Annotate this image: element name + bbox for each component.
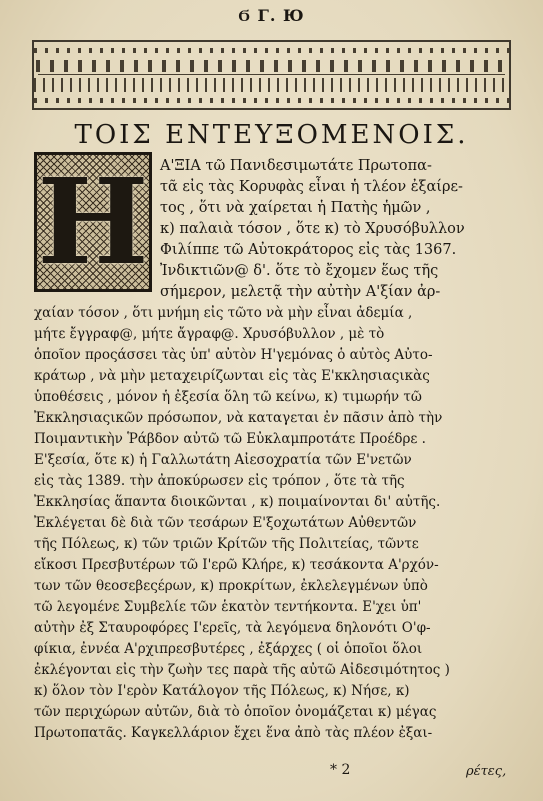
text-line: Ἰνδικτιῶν@ δ'. ὅτε τὸ ἔχομεν ἕως τῆς: [160, 263, 439, 279]
text-line: κράτωρ , νὰ μὴν μεταχειρίζωνται εἰς τὰς Ε'κκλησιαςικὰς: [34, 368, 430, 384]
decorated-initial-icon: [34, 152, 152, 292]
text-line: Ε'ξεσία, ὅτε κ) ἡ Γαλλωτάτη Αἰεσοχρατία τῶν Ε'νετῶν: [34, 452, 412, 468]
text-line: εἴκοσι Πρεσβυτέρων τῶ Ι'ερῶ Κλήρε, κ) τεσάκοντα Α'ρχόν-: [34, 557, 439, 573]
text-line: Ἐκκλησίας ἅπαντα διοικῶνται , κ) ποιμαίνονται δι' αὐτῆς.: [34, 494, 441, 510]
page-header: Ϭ Γ. Ю: [238, 6, 305, 25]
text-line: ὑποθέσεις , μόνον ἡ ἐξεσία ὅλη τῶ κείνω, κ) τιμωρήν τῶ: [34, 389, 422, 405]
text-line: χαίαν τόσον , ὅτι μνήμη εἰς τῶτο νὰ μὴν εἶναι ἀδεμία ,: [34, 305, 413, 321]
text-line: τᾶ εἰς τὰς Κορυφὰς εἶναι ἡ τλέον ἐξαίρε-: [160, 179, 463, 195]
text-line: μήτε ἔγγραφ@, μήτε ἄγραφ@. Χρυσόβυλλον , μὲ τὸ: [34, 326, 385, 342]
page-title: ΤΟΙΣ ΕΝΤΕΥΞΟΜΕΝΟΙΣ.: [74, 120, 469, 150]
text-line: Φιλίππε τῶ Αὐτοκράτορος εἰς τὰς 1367.: [160, 242, 457, 258]
text-line: Πρωτοπατᾶς. Καγκελλάριον ἔχει ἕνα ἀπὸ τὰς πλέον ἐξαι-: [34, 725, 433, 741]
catchword: ρέτες,: [466, 764, 507, 779]
text-line: Ἐκκλησιαςικῶν πρόσωπον, νὰ καταγεται ἐν πᾶσιν ἀπὸ τὴν: [34, 410, 443, 426]
drop-cap-letter: Η: [37, 152, 149, 291]
text-line: ὁποῖον προςάσσει τὰς ὑπ' αὐτὸν Η'γεμόνας ὁ αὐτὸς Αὐτο-: [34, 347, 433, 363]
text-line: εἰς τὰς 1389. τὴν ἀποκύρωσεν εἰς τρόπον , ὅτε τὰ τῆς: [34, 473, 405, 489]
text-line: Ποιμαντικὴν Ῥάβδον αὐτῶ τῶ Εὐκλαμπροτάτε Προέδρε .: [34, 431, 426, 447]
signature-mark: * 2: [330, 762, 351, 778]
text-line: τῆς Πόλεως, κ) τῶν τριῶν Κρίτῶν τῆς Πολιτείας, τῶντε: [34, 536, 419, 552]
text-line: σήμερον, μελετᾷ τὴν αὐτὴν Α'ξίαν ἀρ-: [160, 284, 441, 300]
text-line: Ἐκλέγεται δὲ διὰ τῶν τεσάρων Ε'ξοχωτάτων Αὐθεντῶν: [34, 515, 417, 531]
text-line: τος , ὅτι νὰ χαίρεται ἡ Πατὴς ἡμῶν ,: [160, 200, 431, 216]
text-line: φίκια, ἐννέα Α'ρχιπρεσβυτέρες , ἐξάρχες ( οἱ ὁποῖοι ὅλοι: [34, 641, 423, 657]
text-line: κ) παλαιὰ τόσον , ὅτε κ) τὸ Χρυσόβυλλον: [160, 221, 465, 237]
text-line: αὐτὴν ἐξ Σταυροφόρες Ι'ερεῖς, τὰ λεγόμενα δηλονότι Ο'φ-: [34, 620, 431, 636]
text-line: Α'ΞΙΑ τῶ Πανιδεσιμωτάτε Πρωτοπα-: [160, 158, 432, 174]
text-line: τῶν περιχώρων αὐτῶν, διὰ τὸ ὁποῖον ὀνομάζεται κ) μέγας: [34, 704, 437, 720]
floral-ornament-icon: [32, 40, 511, 110]
text-line: ἐκλέγονται εἰς τὴν ζωὴν τες παρὰ τῆς αὐτῶ Αἰδεσιμότητος ): [34, 662, 450, 678]
text-line: τῶ λεγομένε Συμβελίε τῶν ἑκατὸν τεντήκοντα. Ε'χει ὑπ': [34, 599, 422, 615]
text-line: των τῶν θεοσεβεςέρων, κ) προκρίτων, ἐκλελεγμένων ὑπὸ: [34, 578, 428, 594]
text-line: κ) ὅλον τὸν Ι'ερὸν Κατάλογον τῆς Πόλεως, κ) Νήσε, κ): [34, 683, 410, 699]
